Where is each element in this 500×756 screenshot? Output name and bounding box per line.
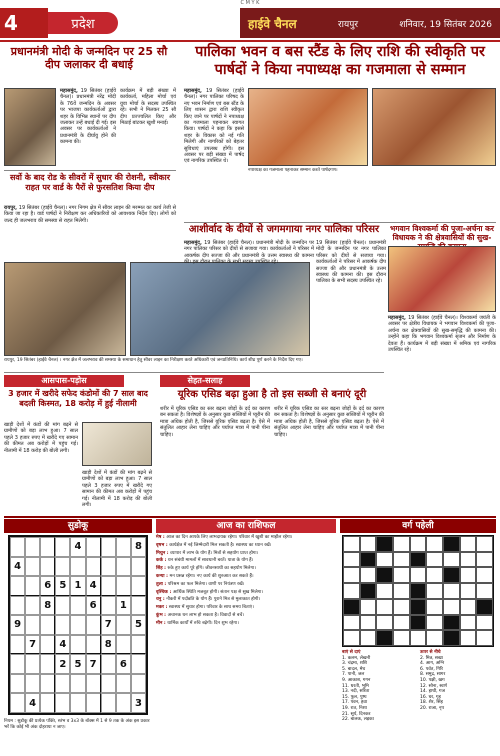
sudoku-cell: 1: [70, 576, 85, 596]
nala-photo-right: [130, 262, 310, 356]
sudoku-cell: [116, 693, 131, 713]
rashifal-item: [156, 597, 336, 603]
crossword-clue: 21. सूर्य, दिनकर: [342, 711, 371, 717]
rashi-text: आज का दिन आपके लिए लाभदायक रहेगा। परिवार में खुशी का माहौल रहेगा।: [166, 535, 293, 540]
crossword-cell: [393, 552, 410, 568]
ghee-photo: [82, 422, 152, 466]
crossword-cell: [426, 552, 443, 568]
sudoku-cell: [40, 615, 55, 635]
crossword-clue: 9. आकाश, गगन: [342, 677, 371, 683]
rashifal-item: [156, 613, 336, 619]
crossword-cell: [343, 583, 360, 599]
sudoku-cell: [25, 557, 40, 577]
sudoku-cell: [116, 537, 131, 557]
main-photo-2: [372, 88, 496, 166]
crossword-clues: [342, 650, 494, 723]
crossword-cell: [426, 583, 443, 599]
down-clues: ऊपर से नीचे 2. मित्र, सखा 4. आग, अग्नि 6. पर्वत, गिरि 8. समुद्र, सागर 10. पक्षी, खग 12. सोना, स्वर्ण 14. हाथी, गज 16. घर, गृह 18. शेर, सिंह 20. राजा, नृप: [420, 650, 494, 723]
sudoku-cell: [55, 615, 70, 635]
crossword-clue: 5. बादल, मेघ: [342, 666, 366, 672]
crossword-clue: 4. आग, अग्नि: [420, 661, 445, 667]
crossword-cell: [410, 567, 427, 583]
crossword-clue: 2. मित्र, सखा: [420, 655, 443, 661]
sudoku-cell: [86, 615, 101, 635]
crossword-clue: 15. फूल, पुष्प: [342, 694, 367, 700]
sudoku-cell: [131, 654, 146, 674]
nala-body: रायपुर, 19 सितंबर (हाईवे चैनल)। नगर निगम क्षेत्र में सीवर लाइन की मरम्मत का कार्य तेजी से किया जा रहा है। वार्ड पार्षदों ने निरीक्षण कर अधिकारियों को आवश्यक निर्देश दिए। लोगों को जल्द ही जलभराव की समस्या से राहत मिलेगी।: [4, 205, 176, 224]
masthead-banner: [240, 8, 500, 38]
rashi-text: आर्थिक स्थिति मजबूत होगी। संतान पक्ष से सुख मिलेगा।: [172, 589, 264, 595]
ashirwad-body: महासमुंद, 19 सितंबर (हाईवे चैनल)। प्रधानमंत्री मोदी के जन्मदिन पर नगर पालिका परिसर को दीयों से सजाया गया। कार्यकर्ताओं ने परिसर में आकर्षक दीप सज्जा की और प्रधानमंत्री के उत्तम स्वास्थ्य की कामना की। इस दौरान पालिका के सभी सदस्य उपस्थित रहे।: [184, 240, 315, 266]
rashifal-item: [156, 590, 336, 596]
crossword-grid: [342, 535, 494, 647]
crossword-cell: [393, 599, 410, 615]
rashi-sign: सिंह :: [156, 566, 168, 572]
crossword-cell: [426, 536, 443, 552]
crossword-cell: [460, 552, 477, 568]
rashi-text: मन प्रसन्न रहेगा। नए कार्य की शुरुआत कर सकते हैं।: [169, 573, 254, 579]
crossword-cell: [410, 615, 427, 631]
masthead: [0, 8, 500, 40]
rashi-sign: कन्या :: [156, 573, 170, 579]
urea-headline: यूरिक एसिड बढ़ा हुआ है तो इस सब्जी से बनाएं दूरी: [177, 389, 367, 400]
divider: [4, 170, 176, 171]
crossword-cell: [476, 567, 493, 583]
sudoku-cell: [10, 654, 25, 674]
sudoku-cell: [70, 693, 85, 713]
sudoku-cell: 4: [70, 537, 85, 557]
nala-photo-left: [4, 262, 126, 356]
crossword-clue: 17. पवन, हवा: [342, 700, 368, 706]
sudoku-cell: 7: [25, 635, 40, 655]
ashirwad-headline: आशीर्वाद के दीयों से जगमगाया नगर पालिका परिसर: [188, 224, 380, 235]
rashi-text: व्यापार में लाभ के योग हैं। मित्रों से सहयोग प्राप्त होगा।: [170, 550, 259, 556]
crossword-cell: [343, 552, 360, 568]
sudoku-cell: [55, 596, 70, 616]
crossword-cell: [443, 536, 460, 552]
sudoku-cell: [70, 615, 85, 635]
sudoku-cell: [10, 635, 25, 655]
sudoku-cell: [101, 537, 116, 557]
rashi-text: परिश्रम का फल मिलेगा। वाणी पर नियंत्रण रखें।: [167, 581, 245, 587]
crossword-cell: [460, 567, 477, 583]
main-caption: नपाध्यक्ष का गजमाला पहनाकर सम्मान करते पार्षदगण।: [248, 168, 338, 173]
sudoku-cell: [116, 576, 131, 596]
crossword-cell: [426, 630, 443, 646]
nala-caption: रायपुर, 19 सितंबर (हाईवे चैनल) । नगर क्षेत्र में जलभराव की समस्या के समाधान हेतु सीवर लाइन का निरीक्षण करते अधिकारी एवं जनप्रतिनिधि। कार्य शीघ्र पूर्ण करने के निर्देश दिए गए।: [4, 358, 303, 363]
sudoku-cell: [10, 576, 25, 596]
sudoku-cell: [40, 654, 55, 674]
rashi-text: कार्यक्षेत्र में नई जिम्मेदारी मिल सकती है। स्वास्थ्य का ध्यान रखें।: [169, 542, 272, 548]
sudoku-cell: 8: [101, 635, 116, 655]
bhagwat-photo: [388, 246, 496, 312]
rashi-text: स्वास्थ्य में सुधार होगा। परिवार के साथ समय बिताएं।: [168, 605, 254, 611]
section-label: प्रदेश: [48, 12, 118, 34]
sudoku-cell: [86, 674, 101, 694]
crossword-cell: [443, 552, 460, 568]
rashifal-item: [156, 566, 336, 572]
crossword-title: वर्ग पहेली: [340, 519, 496, 533]
crossword-cell: [360, 583, 377, 599]
rashi-sign: धनु :: [156, 597, 167, 603]
color-registration: C M Y K: [240, 0, 260, 6]
sudoku-title: सुडोकू: [4, 519, 152, 533]
crossword-cell: [476, 615, 493, 631]
crossword-cell: [343, 567, 360, 583]
sudoku-cell: [70, 635, 85, 655]
sudoku-cell: 6: [116, 654, 131, 674]
crossword-cell: [443, 615, 460, 631]
sudoku-cell: [101, 674, 116, 694]
rashi-sign: मीन :: [156, 620, 168, 626]
sudoku-cell: [70, 557, 85, 577]
rashifal-item: [156, 574, 336, 580]
crossword-cell: [376, 599, 393, 615]
ghee-section-label: आसपास-पड़ोस: [4, 375, 124, 387]
bhagwat-headline: भगवान विश्वकर्मा की पूजा-अर्चना कर विधायक ने की क्षेत्रवासियों की सुख-: [390, 224, 494, 242]
sudoku-cell: [131, 674, 146, 694]
crossword-cell: [460, 615, 477, 631]
modi-body-col2: कार्यक्रम में बड़ी संख्या में कार्यकर्ता, महिला मोर्चा एवं युवा मोर्चा के सदस्य उपस्थित रहे। सभी ने मिलकर 25 सौ दीप प्रज्ज्वलित किए और मिठाई बांटकर खुशी मनाई।: [120, 88, 176, 127]
page-number: 4: [0, 8, 48, 38]
crossword-cell: [393, 583, 410, 599]
sudoku-cell: [55, 693, 70, 713]
crossword-cell: [410, 599, 427, 615]
bhagwat-body: महासमुंद, 19 सितंबर (हाईवे चैनल)। विश्वकर्मा जयंती के अवसर पर क्षेत्रीय विधायक ने भगवान विश्वकर्मा की पूजा-अर्चना कर क्षेत्रवासियों की सुख-समृद्धि की कामना की। उन्होंने कहा कि भगवान विश्वकर्मा सृजन और निर्माण के देवता हैं। कार्यक्रम में बड़ी संख्या में श्रमिक एवं नागरिक उपस्थित रहे।: [388, 315, 496, 354]
sudoku-cell: [40, 557, 55, 577]
sudoku-cell: [101, 654, 116, 674]
crossword-cell: [426, 599, 443, 615]
rashi-text: नौकरी में पदोन्नति के योग हैं। पुराने मित्र से मुलाकात होगी।: [166, 597, 261, 603]
sudoku-cell: 2: [55, 654, 70, 674]
sudoku-cell: [25, 576, 40, 596]
city-label: रायपुर: [337, 19, 359, 30]
crossword-cell: [410, 552, 427, 568]
crossword-clue: 7. पानी, जल: [342, 672, 365, 678]
sudoku-cell: [70, 596, 85, 616]
rashi-sign: कुंभ :: [156, 612, 168, 618]
sudoku-cell: [116, 615, 131, 635]
crossword-cell: [360, 615, 377, 631]
crossword-cell: [476, 599, 493, 615]
crossword-cell: [410, 536, 427, 552]
crossword-clue: 6. पर्वत, गिरि: [420, 666, 443, 672]
crossword-cell: [476, 583, 493, 599]
crossword-cell: [343, 630, 360, 646]
crossword-cell: [443, 599, 460, 615]
main-body: महासमुंद, 19 सितंबर (हाईवे चैनल)। नगर पालिका परिषद के नए भवन निर्माण एवं बस स्टैंड के लिए शासन द्वारा राशि स्वीकृत किए जाने पर पार्षदों ने नपाध्यक्ष का गजमाला पहनाकर स्वागत किया। पार्षदों ने कहा कि इससे शहर के विकास को नई गति मिलेगी और नागरिकों को बेहतर सुविधाएं उपलब्ध होंगी। इस अवसर पर बड़ी संख्या में पार्षद एवं नागरिक उपस्थित थे।: [184, 88, 245, 165]
sudoku-note: नियम : सुडोकू की प्रत्येक पंक्ति, स्तंभ व 3x3 के बॉक्स में 1 से 9 तक के अंक इस प्रकार भरें कि कोई भी अंक दोहराया न जाए।: [4, 719, 150, 730]
sudoku-cell: [10, 693, 25, 713]
sudoku-cell: [116, 557, 131, 577]
crossword-panel: [340, 519, 496, 751]
urea-section-label: सेहत-सलाह: [160, 375, 250, 387]
rashi-sign: मिथुन :: [156, 550, 171, 556]
sudoku-cell: [70, 674, 85, 694]
crossword-cell: [376, 536, 393, 552]
crossword-cell: [443, 567, 460, 583]
nala-headline: सर्वो के बाद रोड के सीवरों में सुधार की रोशनी, स्वीकार राहत पर वार्ड के पैरों से फुरसतिश किया दीप: [10, 173, 170, 192]
rashi-sign: वृश्चिक :: [156, 589, 173, 595]
sudoku-cell: 5: [70, 654, 85, 674]
sudoku-cell: [55, 557, 70, 577]
rashi-sign: मेष :: [156, 535, 167, 540]
sudoku-cell: 8: [131, 537, 146, 557]
sudoku-cell: [40, 635, 55, 655]
sudoku-cell: [25, 537, 40, 557]
sudoku-cell: [101, 576, 116, 596]
crossword-clue: 10. पक्षी, खग: [420, 677, 445, 683]
ghee-headline: 3 हजार में खरीदे सफेद कंडोमों की 7 साल बाद बदली किस्मत, 18 करोड़ में हुई नीलामी: [8, 389, 148, 408]
crossword-cell: [376, 583, 393, 599]
sudoku-cell: 5: [131, 615, 146, 635]
divider: [4, 516, 496, 518]
sudoku-cell: [40, 693, 55, 713]
crossword-clue: 22. बालक, लड़का: [342, 717, 374, 723]
crossword-cell: [376, 615, 393, 631]
sudoku-grid: [8, 535, 148, 715]
sudoku-cell: [40, 537, 55, 557]
rashi-text: अचानक धन लाभ हो सकता है। विवादों से बचें।: [167, 612, 245, 618]
sudoku-cell: [10, 596, 25, 616]
modi-headline: प्रधानमंत्री मोदी के जन्मदिन पर 25 सौ दीप जलाकर दी बधाई: [10, 45, 168, 71]
crossword-clue: 20. राजा, नृप: [420, 705, 445, 711]
crossword-cell: [410, 583, 427, 599]
crossword-cell: [360, 630, 377, 646]
crossword-cell: [343, 615, 360, 631]
crossword-cell: [343, 536, 360, 552]
crossword-clue: 18. शेर, सिंह: [420, 700, 443, 706]
crossword-cell: [476, 630, 493, 646]
sudoku-cell: [101, 557, 116, 577]
crossword-cell: [376, 630, 393, 646]
crossword-cell: [393, 567, 410, 583]
sudoku-cell: 4: [86, 576, 101, 596]
urea-body-col2: शरीर में यूरिक एसिड का स्तर बढ़ना जोड़ों के दर्द का कारण बन सकता है। विशेषज्ञों के अनुसार कुछ सब्जियों में प्यूरीन की मात्रा अधिक होती है, जिससे यूरिक एसिड बढ़ता है। ऐसे में संतुलित आहार लेना चाहिए और पर्याप्त मात्रा में पानी पीना चाहिए।: [274, 406, 384, 438]
sudoku-cell: [131, 576, 146, 596]
rashi-sign: तुला :: [156, 581, 168, 587]
crossword-clue: 1. कलम, लेखनी: [342, 655, 371, 661]
header-rule: [0, 40, 500, 42]
rashifal-item: [156, 605, 336, 611]
crossword-clue: 11. धरती, भूमि: [342, 683, 369, 689]
sudoku-cell: 6: [40, 576, 55, 596]
sudoku-cell: 7: [86, 654, 101, 674]
ghee-body: खाड़ी देशों में कंडों की मांग बढ़ने से ग्रामीणों को बड़ा लाभ हुआ। 7 साल पहले 3 हजार रुपए में खरीदे गए सामान की कीमत अब करोड़ों में पहुंच गई। नीलामी में 18 करोड़ की बोली लगी।: [4, 422, 78, 454]
sudoku-cell: 6: [86, 596, 101, 616]
divider: [184, 222, 496, 223]
crossword-cell: [476, 536, 493, 552]
sudoku-cell: [25, 674, 40, 694]
rashifal-item: [156, 535, 336, 541]
rashifal-item: [156, 543, 336, 549]
modi-body-col1: महासमुंद, 19 सितंबर (हाईवे चैनल)। प्रधानमंत्री नरेंद्र मोदी के 76वें जन्मदिन के अवसर पर भाजपा कार्यकर्ताओं द्वारा शहर के विभिन्न स्थानों पर दीप जलाकर उन्हें बधाई दी गई। इस अवसर पर कार्यकर्ताओं ने प्रधानमंत्री के दीर्घायु होने की कामना की।: [60, 88, 116, 146]
sudoku-cell: [86, 557, 101, 577]
crossword-cell: [476, 552, 493, 568]
rashi-sign: मकर :: [156, 605, 169, 611]
crossword-cell: [460, 630, 477, 646]
sudoku-cell: 8: [40, 596, 55, 616]
crossword-clue: 12. सोना, स्वर्ण: [420, 683, 447, 689]
crossword-cell: [360, 567, 377, 583]
crossword-cell: [393, 615, 410, 631]
sudoku-cell: [86, 635, 101, 655]
crossword-cell: [360, 536, 377, 552]
sudoku-cell: 3: [131, 693, 146, 713]
ghee-body-col2: खाड़ी देशों में कंडों की मांग बढ़ने से ग्रामीणों को बड़ा लाभ हुआ। 7 साल पहले 3 हजार रुपए में खरीदे गए सामान की कीमत अब करोड़ों में पहुंच गई। नीलामी में 18 करोड़ की बोली लगी।: [82, 470, 152, 509]
rashifal-title: आज का राशिफल: [156, 519, 336, 533]
sudoku-cell: [10, 674, 25, 694]
sudoku-cell: [25, 654, 40, 674]
crossword-clue: 14. हाथी, गज: [420, 689, 445, 695]
sudoku-cell: [55, 674, 70, 694]
sudoku-cell: [86, 537, 101, 557]
rashifal-item: [156, 582, 336, 588]
rashi-text: धार्मिक कार्यों में रुचि बढ़ेगी। दिन शुभ रहेगा।: [167, 620, 239, 626]
rashifal-item: [156, 558, 336, 564]
sudoku-cell: 7: [101, 615, 116, 635]
sudoku-panel: [4, 519, 152, 745]
rashi-sign: कर्क :: [156, 558, 168, 564]
crossword-clue: 13. नदी, सरिता: [342, 689, 370, 695]
crossword-cell: [376, 567, 393, 583]
crossword-cell: [410, 630, 427, 646]
across-clues: बाएं से दाएं 1. कलम, लेखनी 3. चंद्रमा, शशि 5. बादल, मेघ 7. पानी, जल 9. आकाश, गगन 11. धरती, भूमि 13. नदी, सरिता 15. फूल, पुष्प 17. पवन, हवा 19. रात, निशा 21. सूर्य, दिनकर 22. बालक, लड़का: [342, 650, 416, 723]
rashi-text: रुके हुए कार्य पूरे होंगे। जीवनसाथी का सहयोग मिलेगा।: [167, 566, 256, 572]
crossword-cell: [443, 583, 460, 599]
modi-photo: [4, 88, 56, 166]
rashifal-item: [156, 551, 336, 557]
sudoku-cell: 4: [55, 635, 70, 655]
crossword-cell: [460, 583, 477, 599]
crossword-cell: [393, 630, 410, 646]
sudoku-cell: [116, 635, 131, 655]
sudoku-cell: 4: [25, 693, 40, 713]
main-photo-1: [248, 88, 368, 166]
sudoku-cell: [25, 615, 40, 635]
crossword-cell: [426, 567, 443, 583]
crossword-cell: [426, 615, 443, 631]
sudoku-cell: [101, 693, 116, 713]
rashi-sign: वृषभ :: [156, 542, 170, 548]
sudoku-cell: [40, 674, 55, 694]
rashifal-panel: [156, 519, 336, 751]
crossword-cell: [360, 599, 377, 615]
sudoku-cell: 4: [10, 557, 25, 577]
rashifal-item: [156, 621, 336, 627]
crossword-cell: [460, 599, 477, 615]
rashi-text: धन संबंधी मामलों में सावधानी बरतें। यात्रा के योग हैं।: [167, 558, 254, 564]
sudoku-cell: [25, 596, 40, 616]
date-label: शनिवार, 19 सितंबर 2026: [399, 19, 492, 30]
sudoku-cell: [131, 557, 146, 577]
crossword-clue: 3. चंद्रमा, शशि: [342, 661, 367, 667]
crossword-cell: [393, 536, 410, 552]
main-headline: पालिका भवन व बस स्टैंड के लिए राशि की स्वीकृति पर पार्षदों ने किया नपाध्यक्ष का गजमाला से सम्मान: [195, 44, 485, 78]
divider: [4, 372, 384, 373]
urea-body: शरीर में यूरिक एसिड का स्तर बढ़ना जोड़ों के दर्द का कारण बन सकता है। विशेषज्ञों के अनुसार कुछ सब्जियों में प्यूरीन की मात्रा अधिक होती है, जिससे यूरिक एसिड बढ़ता है। ऐसे में संतुलित आहार लेना चाहिए और पर्याप्त मात्रा में पानी पीना चाहिए।: [160, 406, 270, 438]
sudoku-cell: [116, 674, 131, 694]
sudoku-cell: 1: [116, 596, 131, 616]
sudoku-cell: [86, 693, 101, 713]
sudoku-cell: [101, 596, 116, 616]
sudoku-cell: [131, 635, 146, 655]
brand-logo: हाईवे चैनल: [248, 16, 297, 31]
sudoku-cell: 9: [10, 615, 25, 635]
rashifal-list: [156, 535, 336, 629]
crossword-cell: [443, 630, 460, 646]
sudoku-cell: 5: [55, 576, 70, 596]
crossword-cell: [343, 599, 360, 615]
crossword-cell: [360, 552, 377, 568]
crossword-cell: [376, 552, 393, 568]
crossword-clue: 8. समुद्र, सागर: [420, 672, 446, 678]
sudoku-cell: [10, 537, 25, 557]
sudoku-cell: [55, 537, 70, 557]
ashirwad-body-col2: 19 सितंबर (हाईवे चैनल)। प्रधानमंत्री मोदी के जन्मदिन पर नगर पालिका परिसर को दीयों से सजाया गया। कार्यकर्ताओं ने परिसर में आकर्षक दीप सज्जा की और प्रधानमंत्री के उत्तम स्वास्थ्य की कामना की। इस दौरान पालिका के सभी सदस्य उपस्थित रहे।: [316, 240, 386, 285]
crossword-cell: [460, 536, 477, 552]
crossword-clue: 16. घर, गृह: [420, 694, 441, 700]
crossword-clue: 19. रात, निशा: [342, 705, 367, 711]
sudoku-cell: [131, 596, 146, 616]
